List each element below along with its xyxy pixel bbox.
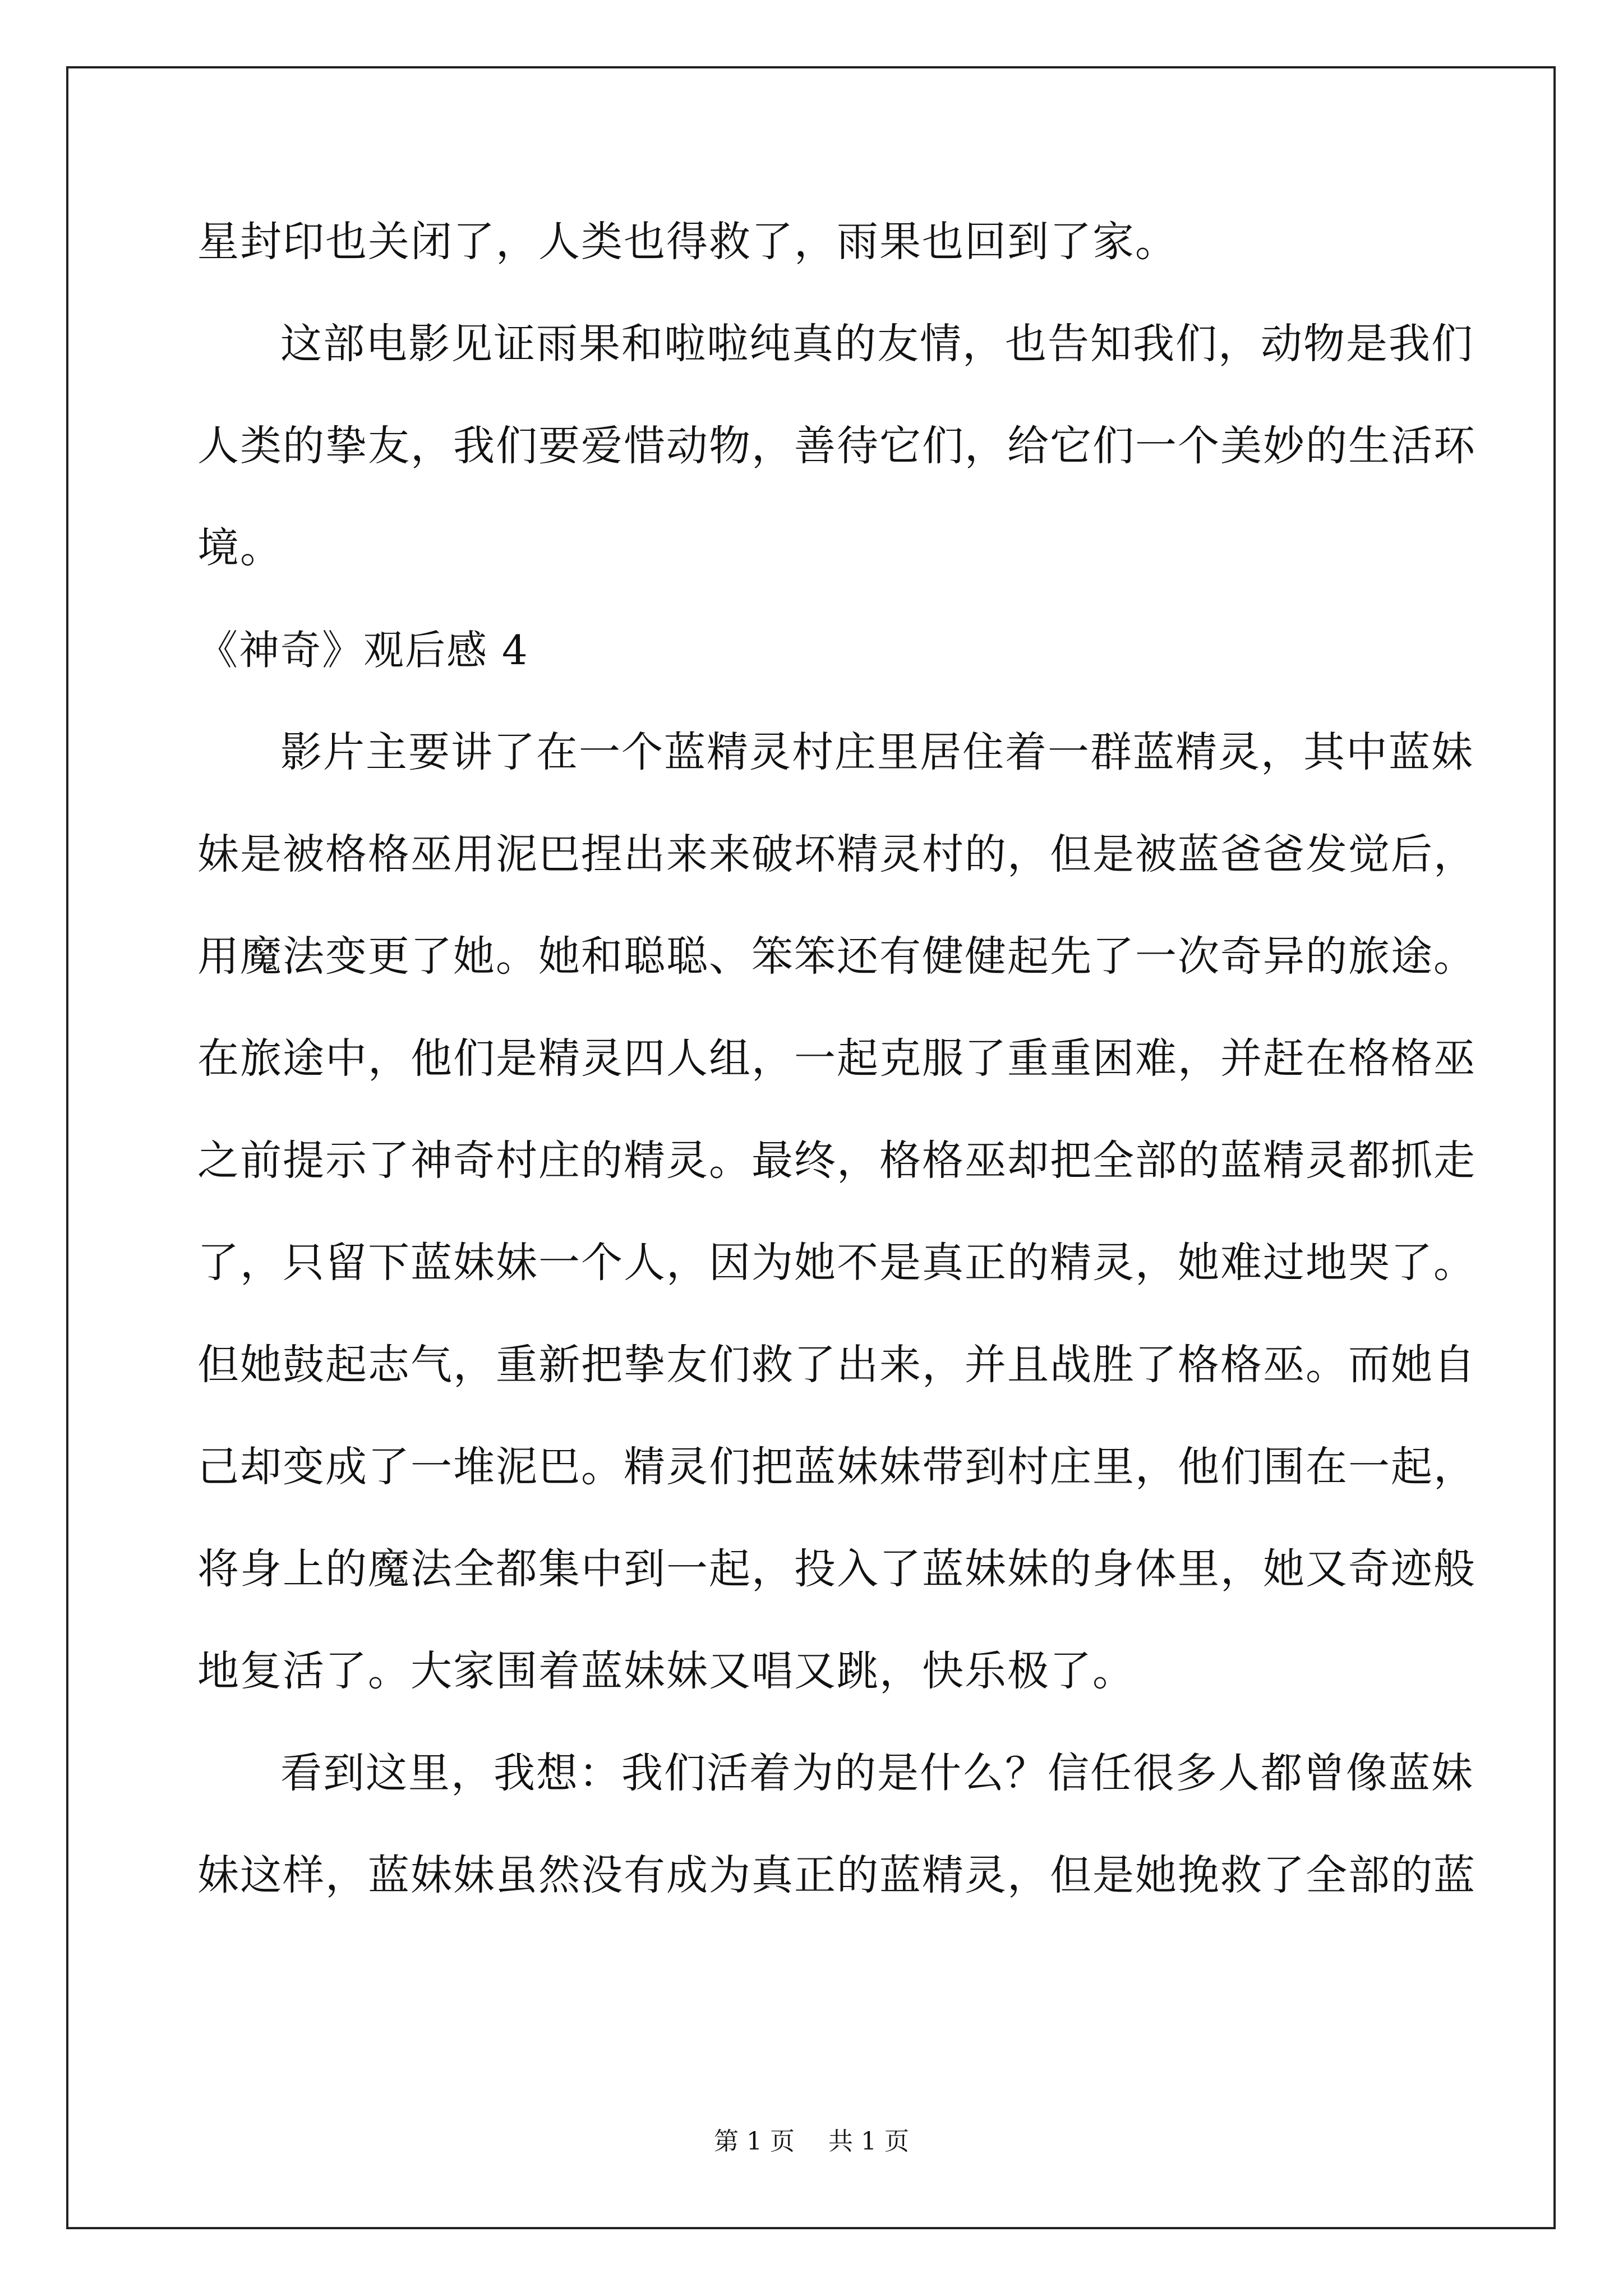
paragraph-line: 了，只留下蓝妹妹一个人，因为她不是真正的精灵，她难过地哭了。 bbox=[197, 1239, 1476, 1287]
paragraph-line: 影片主要讲了在一个蓝精灵村庄里居住着一群蓝精灵，其中蓝妹 bbox=[280, 728, 1474, 776]
paragraph-line: 人类的挚友，我们要爱惜动物，善待它们，给它们一个美妙的生活环 bbox=[197, 422, 1476, 470]
paragraph-line: 将身上的魔法全都集中到一起，投入了蓝妹妹的身体里，她又奇迹般 bbox=[197, 1545, 1476, 1593]
paragraph-line: 妹这样，蓝妹妹虽然没有成为真正的蓝精灵，但是她挽救了全部的蓝 bbox=[197, 1851, 1476, 1899]
paragraph-line: 看到这里，我想：我们活着为的是什么？信任很多人都曾像蓝妹 bbox=[280, 1749, 1474, 1797]
document-body bbox=[197, 191, 1476, 1926]
paragraph-line: 己却变成了一堆泥巴。精灵们把蓝妹妹带到村庄里，他们围在一起， bbox=[197, 1443, 1476, 1491]
page-total: 共 1 页 bbox=[828, 2127, 909, 2156]
page-number: 第 1 页 bbox=[714, 2127, 795, 2156]
paragraph-line: 地复活了。大家围着蓝妹妹又唱又跳，快乐极了。 bbox=[197, 1647, 1135, 1695]
paragraph-line: 星封印也关闭了，人类也得救了，雨果也回到了家。 bbox=[197, 218, 1178, 266]
section-heading: 《神奇》观后感 4 bbox=[197, 627, 529, 674]
paragraph-line: 这部电影见证雨果和啦啦纯真的友情，也告知我们，动物是我们 bbox=[280, 320, 1474, 368]
paragraph-line: 但她鼓起志气，重新把挚友们救了出来，并且战胜了格格巫。而她自 bbox=[197, 1341, 1476, 1389]
page-footer bbox=[0, 2125, 1623, 2159]
paragraph-line: 在旅途中，他们是精灵四人组，一起克服了重重困难，并赶在格格巫 bbox=[197, 1034, 1476, 1083]
paragraph-line: 妹是被格格巫用泥巴捏出来来破坏精灵村的，但是被蓝爸爸发觉后， bbox=[197, 830, 1476, 878]
paragraph-line: 之前提示了神奇村庄的精灵。最终，格格巫却把全部的蓝精灵都抓走 bbox=[197, 1137, 1476, 1185]
paragraph-line: 用魔法变更了她。她和聪聪、笨笨还有健健起先了一次奇异的旅途。 bbox=[197, 932, 1476, 981]
paragraph-line: 境。 bbox=[197, 524, 283, 572]
